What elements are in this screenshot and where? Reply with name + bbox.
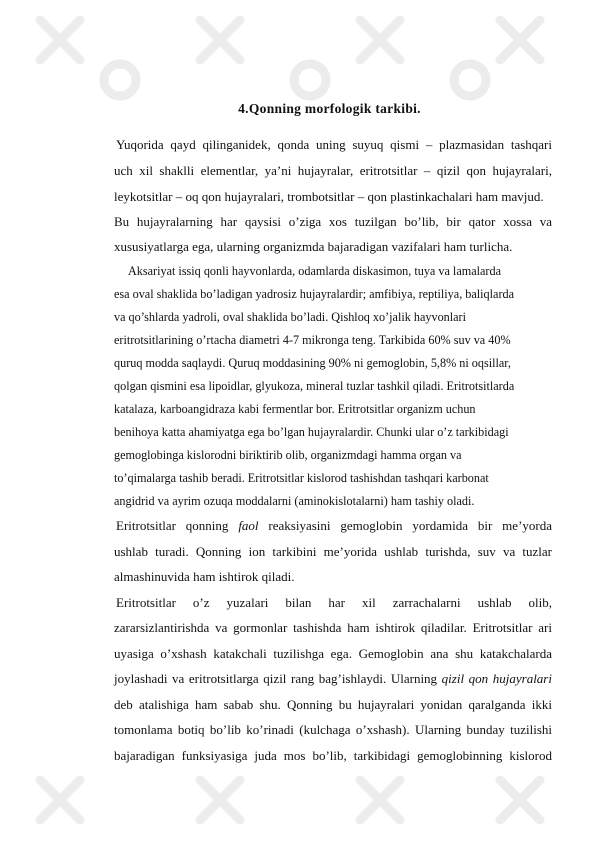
text-line: xususiyatlarga ega, ularning organizmda bajaradigan vazifalari ham turlicha. (114, 239, 513, 254)
text-line: deb atalishiga ham sabab shu. Qonning bu hujayralari yonidan qaralganda ikki (114, 697, 552, 712)
text-line: benihoya katta ahamiyatga ega bo’lgan hujayralardir. Chunki ular o’z tarkibidagi (114, 425, 509, 439)
text-line: qolgan qismini esa lipoidlar, glyukoza, mineral tuzlar tashkil qiladi. Eritrotsitlarda (114, 379, 515, 393)
text-line: almashinuvida ham ishtirok qiladi. (114, 569, 295, 584)
text-line: eritrotsitlarining o’rtacha diametri 4-7 mikronga teng. Tarkibida 60% suv va 40% (114, 333, 511, 347)
text-line: Aksariyat issiq qonli hayvonlarda, odamlarda diskasimon, tuya va lamalarda (128, 264, 501, 278)
text-line: quruq modda saqlaydi. Quruq moddasining 90% ni gemoglobin, 5,8% ni oqsillar, (114, 356, 511, 370)
section-heading: 4.Qonning morfologik tarkibi. (238, 101, 421, 116)
text-line (114, 671, 552, 687)
text-line: uyasiga o’xshash katakchali tuzilishga ega. Gemoglobin ana shu katakchalarda (114, 646, 552, 661)
text-line: tomonlama botiq bo’lib ko’rinadi (kulchaga o’xshash). Ularning bunday tuzilishi (114, 722, 552, 737)
text-line: Bu hujayralarning har qaysisi o’ziga xos tuzilgan bo’lib, bir qator xossa va (114, 214, 552, 229)
text-line: Eritrotsitlar o’z yuzalari bilan har xil zarrachalarni ushlab olib, (116, 595, 552, 610)
text-line: uch xil shaklli elementlar, ya’ni hujayralar, eritrotsitlar – qizil qon hujayralari, (114, 163, 552, 178)
text-segment: Eritrotsitlar qonning (116, 518, 239, 533)
text-line (116, 518, 552, 534)
text-line: gemoglobinga kislorodni biriktirib olib, organizmdagi hamma organ va (114, 448, 462, 462)
text-segment: reaksiyasini gemoglobin yordamida bir me’yorda (258, 518, 552, 533)
text-line: esa oval shaklida bo’ladigan yadrosiz hujayralardir; amfibiya, reptiliya, baliqlarda (114, 287, 515, 301)
text-line: va qo’shlarda yadroli, oval shaklida bo’ladi. Qishloq xo’jalik hayvonlari (114, 310, 467, 324)
text-line: katalaza, karboangidraza kabi fermentlar bor. Eritrotsitlar organizm uchun (114, 402, 476, 416)
italic-term: faol (238, 518, 259, 533)
text-segment: joylashadi va eritrotsitlarga qizil rang bag’ishlaydi. Ularning (114, 671, 442, 686)
italic-term: qizil qon hujayralari (441, 671, 552, 686)
text-line: ushlab turadi. Qonning ion tarkibini me’yorida ushlab turishda, suv va tuzlar (114, 544, 552, 559)
text-line: Yuqorida qayd qilinganidek, qonda uning suyuq qismi – plazmasidan tashqari (116, 137, 552, 152)
text-line: bajaradigan funksiyasiga juda mos bo’lib, tarkibidagi gemoglobinning kislorod (114, 748, 552, 763)
text-line: angidrid va ayrim ozuqa moddalarni (aminokislotalarni) ham tashiy oladi. (114, 494, 475, 508)
text-line: zararsizlantirishda va gormonlar tashishda ham ishtirok qiladilar. Eritrotsitlar ari (114, 620, 552, 635)
text-line: to’qimalarga tashib beradi. Eritrotsitlar kislorod tashishdan tashqari karbonat (114, 471, 489, 485)
text-line: leykotsitlar – oq qon hujayralari, trombotsitlar – qon plastinkachalari ham mavjud. (114, 189, 544, 204)
